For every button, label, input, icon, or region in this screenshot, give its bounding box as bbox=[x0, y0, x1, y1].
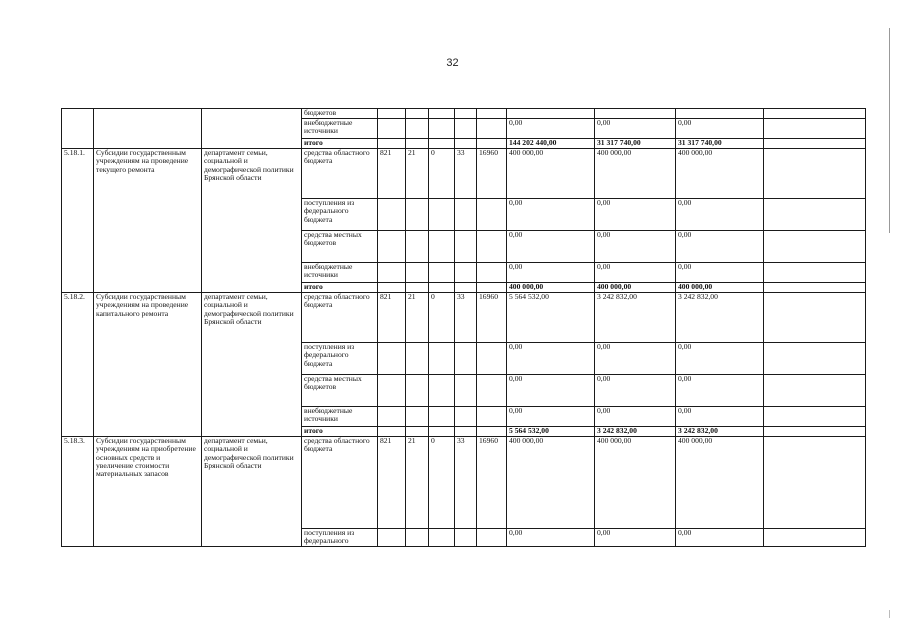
budget-code-cell: 33 bbox=[455, 437, 477, 529]
budget-code-cell bbox=[406, 139, 429, 149]
executor-cell: департамент семьи, социальной и демографической политики Брянской области bbox=[202, 149, 302, 293]
budget-code-cell: 0 bbox=[429, 149, 455, 199]
amount-cell: 0,00 bbox=[507, 119, 595, 139]
amount-cell: 31 317 740,00 bbox=[676, 139, 764, 149]
item-number-cell: 5.18.2. bbox=[62, 293, 94, 437]
amount-cell: 0,00 bbox=[595, 375, 676, 407]
amount-cell: 0,00 bbox=[507, 375, 595, 407]
amount-cell: 0,00 bbox=[595, 263, 676, 283]
amount-cell: 400 000,00 bbox=[676, 437, 764, 529]
amount-cell: 0,00 bbox=[507, 529, 595, 547]
amount-cell: 0,00 bbox=[676, 199, 764, 231]
budget-code-cell bbox=[378, 199, 406, 231]
budget-code-cell: 21 bbox=[406, 437, 429, 529]
amount-cell: 0,00 bbox=[676, 119, 764, 139]
budget-code-cell bbox=[477, 199, 507, 231]
amount-cell: 0,00 bbox=[507, 407, 595, 427]
funding-source-cell: внебюджетные источники bbox=[302, 407, 378, 427]
budget-code-cell bbox=[477, 231, 507, 263]
funding-source-cell: поступления из федерального бюджета bbox=[302, 343, 378, 375]
notes-cell bbox=[764, 529, 866, 547]
budget-code-cell bbox=[429, 375, 455, 407]
budget-code-cell: 821 bbox=[378, 293, 406, 343]
budget-code-cell bbox=[477, 529, 507, 547]
budget-code-cell bbox=[406, 407, 429, 427]
budget-code-cell bbox=[429, 119, 455, 139]
amount-cell: 0,00 bbox=[676, 529, 764, 547]
funding-source-cell: итого bbox=[302, 283, 378, 293]
amount-cell: 400 000,00 bbox=[507, 283, 595, 293]
budget-code-cell bbox=[378, 407, 406, 427]
amount-cell: 0,00 bbox=[507, 199, 595, 231]
item-number-cell: 5.18.1. bbox=[62, 149, 94, 293]
budget-code-cell bbox=[429, 109, 455, 119]
amount-cell: 5 564 532,00 bbox=[507, 293, 595, 343]
budget-code-cell bbox=[406, 343, 429, 375]
budget-code-cell bbox=[406, 375, 429, 407]
item-number-cell: 5.18.3. bbox=[62, 437, 94, 547]
budget-code-cell bbox=[429, 343, 455, 375]
budget-code-cell bbox=[378, 263, 406, 283]
amount-cell bbox=[507, 109, 595, 119]
executor-cell: департамент семьи, социальной и демографической политики Брянской области bbox=[202, 293, 302, 437]
budget-code-cell bbox=[378, 427, 406, 437]
budget-code-cell bbox=[477, 283, 507, 293]
amount-cell: 3 242 832,00 bbox=[676, 293, 764, 343]
amount-cell: 400 000,00 bbox=[507, 437, 595, 529]
amount-cell: 0,00 bbox=[595, 119, 676, 139]
budget-code-cell bbox=[429, 283, 455, 293]
item-name-cell: Субсидии государственным учреждениям на приобретение основных средств и увеличение стоимости материальных запасов bbox=[94, 437, 202, 547]
budget-code-cell bbox=[378, 283, 406, 293]
budget-code-cell bbox=[378, 529, 406, 547]
amount-cell: 0,00 bbox=[507, 263, 595, 283]
budget-code-cell bbox=[429, 529, 455, 547]
budget-code-cell: 33 bbox=[455, 293, 477, 343]
budget-code-cell bbox=[477, 263, 507, 283]
amount-cell: 0,00 bbox=[676, 231, 764, 263]
item-name-cell bbox=[94, 109, 202, 149]
budget-code-cell bbox=[477, 119, 507, 139]
notes-cell bbox=[764, 231, 866, 263]
budget-code-cell bbox=[455, 407, 477, 427]
budget-code-cell: 33 bbox=[455, 149, 477, 199]
budget-code-cell bbox=[406, 263, 429, 283]
executor-cell: департамент семьи, социальной и демографической политики Брянской области bbox=[202, 437, 302, 547]
notes-cell bbox=[764, 263, 866, 283]
budget-code-cell: 0 bbox=[429, 293, 455, 343]
budget-code-cell bbox=[378, 119, 406, 139]
amount-cell: 400 000,00 bbox=[595, 283, 676, 293]
notes-cell bbox=[764, 199, 866, 231]
funding-source-cell: средства областного бюджета bbox=[302, 149, 378, 199]
funding-source-cell: средства областного бюджета bbox=[302, 437, 378, 529]
budget-code-cell bbox=[455, 231, 477, 263]
funding-source-cell: средства местных бюджетов bbox=[302, 375, 378, 407]
funding-source-cell: итого bbox=[302, 427, 378, 437]
budget-code-cell: 821 bbox=[378, 149, 406, 199]
notes-cell bbox=[764, 139, 866, 149]
amount-cell: 0,00 bbox=[507, 231, 595, 263]
amount-cell bbox=[676, 109, 764, 119]
executor-cell bbox=[202, 109, 302, 149]
table-row bbox=[62, 293, 866, 343]
item-number-cell bbox=[62, 109, 94, 149]
amount-cell: 31 317 740,00 bbox=[595, 139, 676, 149]
table-row bbox=[62, 149, 866, 199]
item-name-cell: Субсидии государственным учреждениям на проведение капитального ремонта bbox=[94, 293, 202, 437]
budget-code-cell bbox=[455, 199, 477, 231]
table-row bbox=[62, 437, 866, 529]
budget-code-cell: 16960 bbox=[477, 149, 507, 199]
amount-cell: 3 242 832,00 bbox=[676, 427, 764, 437]
budget-code-cell: 21 bbox=[406, 149, 429, 199]
amount-cell: 0,00 bbox=[595, 343, 676, 375]
budget-code-cell bbox=[455, 119, 477, 139]
amount-cell: 0,00 bbox=[595, 199, 676, 231]
budget-code-cell bbox=[406, 109, 429, 119]
amount-cell: 0,00 bbox=[676, 375, 764, 407]
budget-code-cell bbox=[406, 231, 429, 263]
notes-cell bbox=[764, 375, 866, 407]
page-number: 32 bbox=[446, 57, 459, 69]
budget-code-cell bbox=[429, 199, 455, 231]
budget-code-cell bbox=[477, 109, 507, 119]
budget-code-cell bbox=[378, 231, 406, 263]
budget-code-cell bbox=[378, 375, 406, 407]
funding-source-cell: поступления из федерального бюджета bbox=[302, 199, 378, 231]
amount-cell: 3 242 832,00 bbox=[595, 427, 676, 437]
notes-cell bbox=[764, 109, 866, 119]
notes-cell bbox=[764, 149, 866, 199]
amount-cell: 0,00 bbox=[676, 407, 764, 427]
funding-source-cell: внебюджетные источники bbox=[302, 263, 378, 283]
budget-code-cell bbox=[477, 427, 507, 437]
budget-code-cell bbox=[455, 343, 477, 375]
budget-table bbox=[61, 108, 866, 547]
budget-code-cell bbox=[429, 427, 455, 437]
table-row bbox=[62, 109, 866, 119]
notes-cell bbox=[764, 283, 866, 293]
funding-source-cell: внебюджетные источники bbox=[302, 119, 378, 139]
budget-code-cell bbox=[406, 427, 429, 437]
budget-code-cell bbox=[378, 109, 406, 119]
amount-cell: 400 000,00 bbox=[676, 149, 764, 199]
budget-code-cell bbox=[406, 283, 429, 293]
budget-code-cell bbox=[378, 343, 406, 375]
budget-code-cell bbox=[477, 139, 507, 149]
notes-cell bbox=[764, 437, 866, 529]
funding-source-cell: поступления из федерального bbox=[302, 529, 378, 547]
budget-code-cell bbox=[455, 109, 477, 119]
funding-source-cell: средства областного бюджета bbox=[302, 293, 378, 343]
notes-cell bbox=[764, 407, 866, 427]
budget-code-cell bbox=[406, 119, 429, 139]
budget-code-cell bbox=[455, 427, 477, 437]
amount-cell: 0,00 bbox=[676, 263, 764, 283]
budget-code-cell bbox=[477, 343, 507, 375]
amount-cell: 144 202 440,00 bbox=[507, 139, 595, 149]
budget-code-cell bbox=[455, 529, 477, 547]
amount-cell: 0,00 bbox=[595, 529, 676, 547]
amount-cell: 0,00 bbox=[595, 231, 676, 263]
budget-code-cell bbox=[455, 139, 477, 149]
budget-code-cell bbox=[477, 407, 507, 427]
budget-code-cell bbox=[378, 139, 406, 149]
budget-code-cell: 16960 bbox=[477, 437, 507, 529]
budget-code-cell: 21 bbox=[406, 293, 429, 343]
budget-code-cell: 0 bbox=[429, 437, 455, 529]
amount-cell: 0,00 bbox=[595, 407, 676, 427]
funding-source-cell: бюджетов bbox=[302, 109, 378, 119]
budget-code-cell bbox=[429, 407, 455, 427]
amount-cell: 400 000,00 bbox=[595, 437, 676, 529]
amount-cell: 0,00 bbox=[507, 343, 595, 375]
budget-code-cell bbox=[455, 283, 477, 293]
budget-code-cell: 821 bbox=[378, 437, 406, 529]
budget-code-cell bbox=[455, 375, 477, 407]
amount-cell: 400 000,00 bbox=[507, 149, 595, 199]
scan-edge-tick bbox=[889, 610, 890, 618]
amount-cell bbox=[595, 109, 676, 119]
notes-cell bbox=[764, 343, 866, 375]
amount-cell: 0,00 bbox=[676, 343, 764, 375]
budget-code-cell bbox=[429, 139, 455, 149]
budget-code-cell: 16960 bbox=[477, 293, 507, 343]
budget-code-cell bbox=[477, 375, 507, 407]
item-name-cell: Субсидии государственным учреждениям на проведение текущего ремонта bbox=[94, 149, 202, 293]
notes-cell bbox=[764, 427, 866, 437]
budget-code-cell bbox=[406, 199, 429, 231]
amount-cell: 400 000,00 bbox=[676, 283, 764, 293]
amount-cell: 5 564 532,00 bbox=[507, 427, 595, 437]
budget-code-cell bbox=[429, 231, 455, 263]
scan-edge-line bbox=[889, 28, 890, 233]
notes-cell bbox=[764, 293, 866, 343]
budget-code-cell bbox=[429, 263, 455, 283]
budget-code-cell bbox=[406, 529, 429, 547]
amount-cell: 400 000,00 bbox=[595, 149, 676, 199]
notes-cell bbox=[764, 119, 866, 139]
funding-source-cell: средства местных бюджетов bbox=[302, 231, 378, 263]
budget-code-cell bbox=[455, 263, 477, 283]
amount-cell: 3 242 832,00 bbox=[595, 293, 676, 343]
funding-source-cell: итого bbox=[302, 139, 378, 149]
